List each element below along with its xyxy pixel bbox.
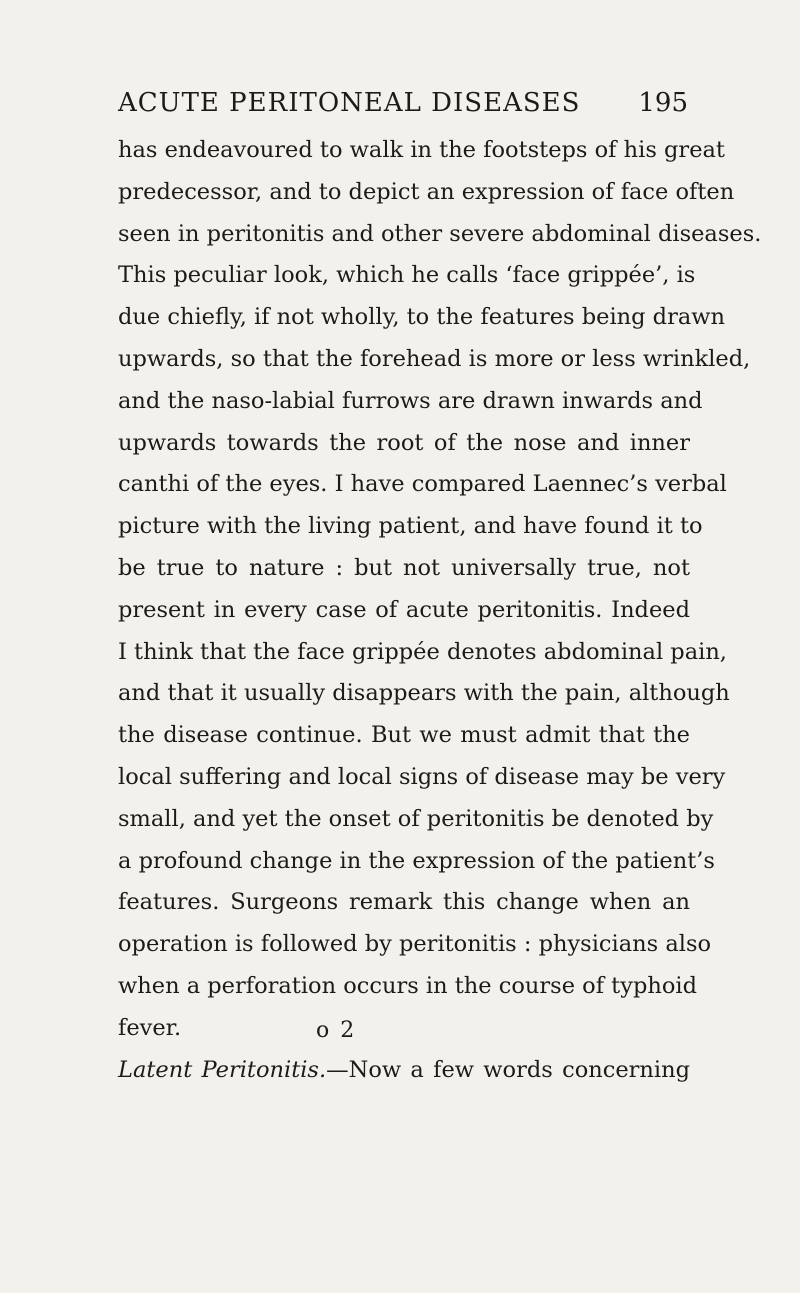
section-text: —Now a few words concerning (326, 1056, 690, 1083)
text-line: a profound change in the expression of the patient’s (118, 847, 715, 874)
signature-mark: o 2 (316, 1018, 357, 1043)
running-title: ACUTE PERITONEAL DISEASES (118, 88, 581, 118)
text-line: predecessor, and to depict an expression of face often (118, 178, 735, 205)
text-line: upwards, so that the forehead is more or less wrinkled, (118, 345, 751, 372)
text-line: small, and yet the onset of peritonitis be denoted by (118, 805, 714, 832)
body-text (118, 130, 762, 1091)
text-line: features. Surgeons remark this change when an (118, 889, 690, 916)
text-line: I think that the face grippée denotes abdominal pain, (118, 638, 727, 665)
text-line: canthi of the eyes. I have compared Laennec’s verbal (118, 471, 727, 498)
section-heading: Latent Peritonitis. (118, 1056, 327, 1083)
text-line: local suffering and local signs of disease may be very (118, 763, 726, 790)
text-line: This peculiar look, which he calls ‘face grippée’, is (118, 262, 696, 289)
text-line: when a perforation occurs in the course of typhoid (118, 972, 697, 999)
text-line: due chiefly, if not wholly, to the features being drawn (118, 304, 726, 331)
section-heading-line (118, 1050, 690, 1092)
text-line: be true to nature : but not universally true, not (118, 554, 690, 581)
text-line: seen in peritonitis and other severe abdominal diseases. (118, 220, 762, 247)
text-line: and that it usually disappears with the pain, although (118, 680, 730, 707)
text-line: upwards towards the root of the nose and inner (118, 429, 690, 456)
running-head (118, 88, 688, 124)
text-line: has endeavoured to walk in the footsteps of his great (118, 137, 725, 163)
text-line: and the naso-labial furrows are drawn inwards and (118, 387, 703, 414)
text-line: operation is followed by peritonitis : physicians also (118, 931, 712, 958)
page-number: 195 (638, 88, 688, 118)
text-line: the disease continue. But we must admit that the (118, 722, 690, 749)
text-line: picture with the living patient, and have found it to (118, 513, 703, 540)
text-line: fever. (118, 1014, 182, 1041)
text-line: present in every case of acute peritonitis. Indeed (118, 596, 690, 623)
